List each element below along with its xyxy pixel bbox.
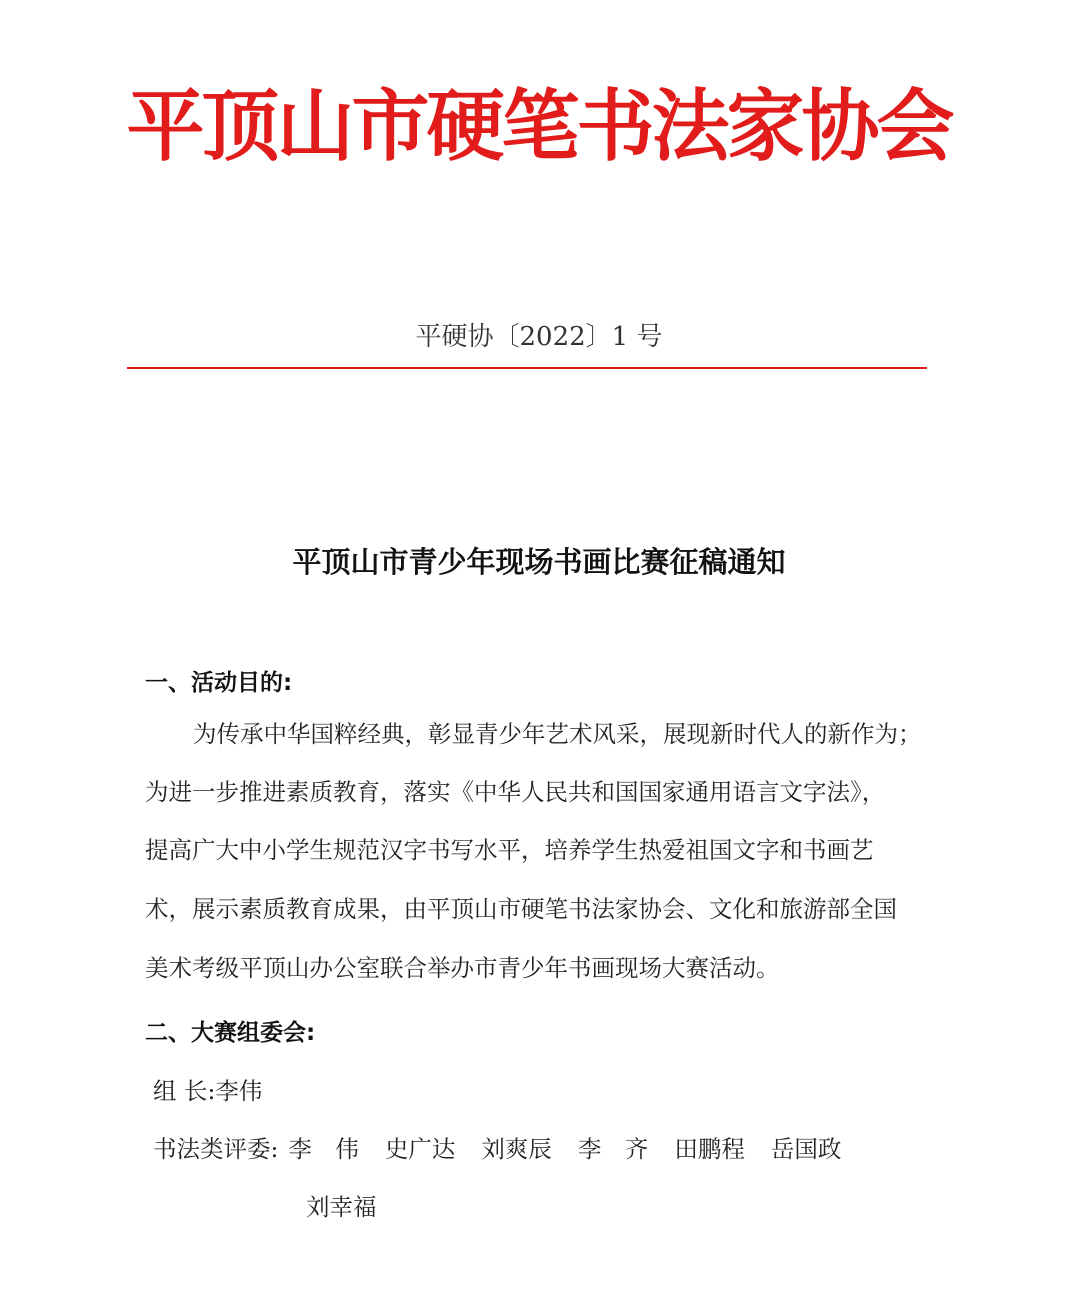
purpose-line-4: 术，展示素质教育成果，由平顶山市硬笔书法家协会、文化和旅游部全国 bbox=[145, 895, 897, 923]
document-number: 平硬协〔2022〕1 号 bbox=[415, 322, 663, 352]
judges-row bbox=[153, 1130, 841, 1164]
section-heading-committee: 二、大赛组委会: bbox=[145, 1020, 316, 1046]
judge-name-overflow: 刘幸福 bbox=[306, 1193, 377, 1221]
judge-name: 田鹏程 bbox=[674, 1135, 745, 1163]
notice-title: 平顶山市青少年现场书画比赛征稿通知 bbox=[292, 545, 786, 579]
judge-name: 岳国政 bbox=[770, 1135, 842, 1163]
judge-name: 李 伟 bbox=[288, 1135, 359, 1163]
committee-leader: 组 长:李伟 bbox=[153, 1077, 263, 1105]
org-title: 平顶山市硬笔书法家协会 bbox=[126, 82, 952, 172]
judges-label: 书法类评委: bbox=[153, 1135, 279, 1163]
section-heading-purpose: 一、活动目的: bbox=[145, 670, 293, 696]
judge-name: 李 齐 bbox=[577, 1135, 649, 1163]
judge-name: 刘爽辰 bbox=[481, 1135, 552, 1163]
red-divider bbox=[127, 367, 927, 369]
purpose-line-1: 为传承中华国粹经典，彰显青少年艺术风采，展现新时代人的新作为； bbox=[193, 720, 922, 748]
judge-name: 史广达 bbox=[384, 1135, 456, 1163]
purpose-line-2: 为进一步推进素质教育，落实《中华人民共和国国家通用语言文字法》， bbox=[145, 778, 886, 806]
purpose-line-3: 提高广大中小学生规范汉字书写水平，培养学生热爱祖国文字和书画艺 bbox=[145, 836, 874, 864]
purpose-line-5: 美术考级平顶山办公室联合举办市青少年书画现场大赛活动。 bbox=[145, 954, 780, 982]
